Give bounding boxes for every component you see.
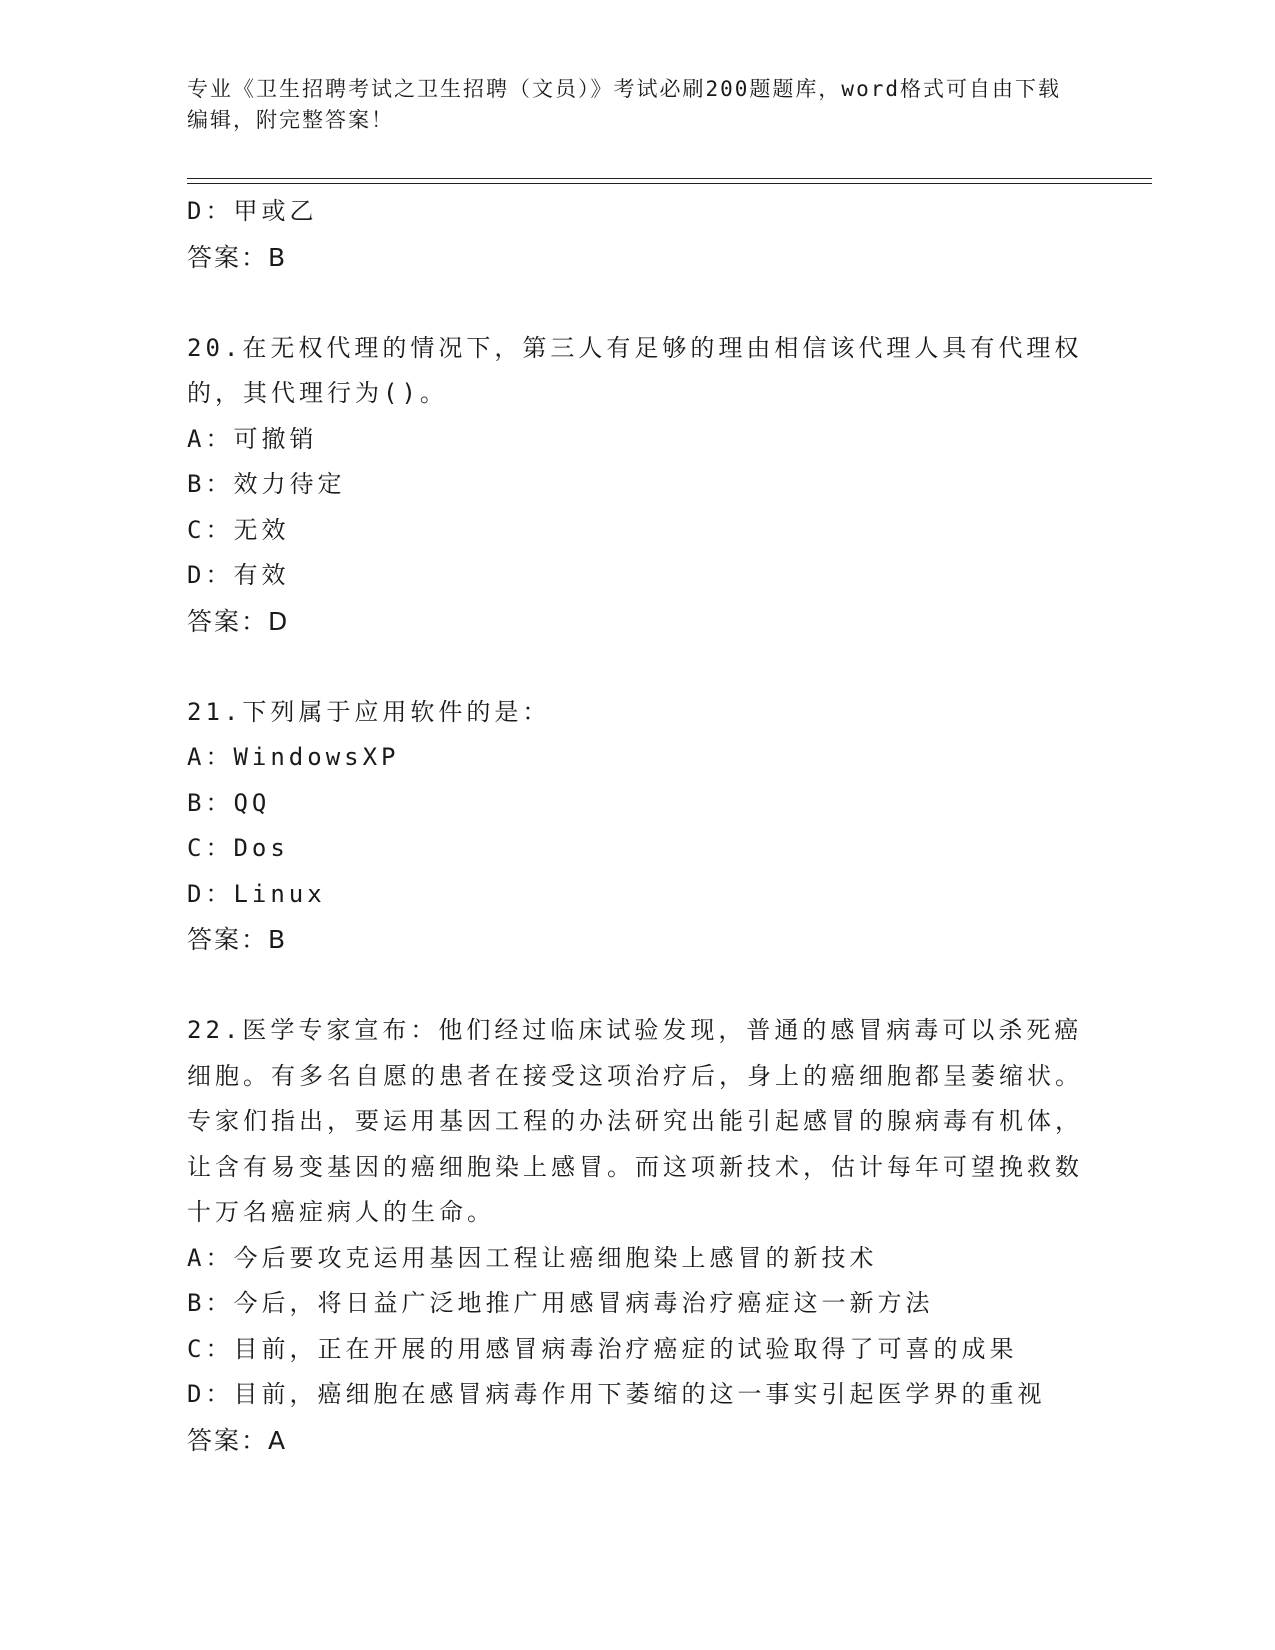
option-b: B：效力待定	[187, 470, 346, 498]
option-c: C：Dos	[187, 834, 289, 862]
question-stem: 22.医学专家宣布：他们经过临床试验发现，普通的感冒病毒可以杀死癌细胞。有多名自愿的患者在接受这项治疗后，身上的癌细胞都呈萎缩状。专家们指出，要运用基因工程的办法研究出能引起感冒的腺病毒有机体，让含有易变基因的癌细胞染上感冒。而这项新技术，估计每年可望挽救数十万名癌症病人的生命。	[187, 1016, 1083, 1226]
question-stem: 20.在无权代理的情况下，第三人有足够的理由相信该代理人具有代理权的，其代理行为()。	[187, 333, 1083, 407]
question-22	[187, 1008, 1087, 1463]
answer-line: 答案：B	[187, 242, 288, 272]
answer-line: 答案：A	[187, 1425, 288, 1455]
option-d: D：Linux	[187, 879, 326, 908]
option-a: A：今后要攻克运用基因工程让癌细胞染上感冒的新技术	[187, 1243, 878, 1272]
question-21	[187, 690, 1087, 963]
option-b: B：今后，将日益广泛地推广用感冒病毒治疗癌症这一新方法	[187, 1289, 934, 1317]
header-divider-top	[187, 178, 1152, 179]
previous-question-tail	[187, 189, 1087, 280]
document-header: 专业《卫生招聘考试之卫生招聘（文员）》考试必刷200题题库，word格式可自由下载编辑，附完整答案！	[187, 77, 1061, 132]
option-d: D：目前，癌细胞在感冒病毒作用下萎缩的这一事实引起医学界的重视	[187, 1380, 1046, 1408]
question-list	[187, 189, 1087, 1463]
option-d: D：甲或乙	[187, 197, 318, 225]
option-d: D：有效	[187, 561, 290, 589]
header-divider-bottom	[187, 183, 1152, 184]
question-stem: 21.下列属于应用软件的是：	[187, 697, 551, 726]
answer-line: 答案：D	[187, 606, 290, 636]
answer-line: 答案：B	[187, 925, 288, 954]
option-b: B：QQ	[187, 788, 271, 817]
option-c: C：无效	[187, 515, 290, 544]
option-a: A：WindowsXP	[187, 743, 400, 771]
option-c: C：目前，正在开展的用感冒病毒治疗癌症的试验取得了可喜的成果	[187, 1334, 1018, 1363]
option-a: A：可撤销	[187, 424, 318, 453]
question-20	[187, 326, 1087, 645]
